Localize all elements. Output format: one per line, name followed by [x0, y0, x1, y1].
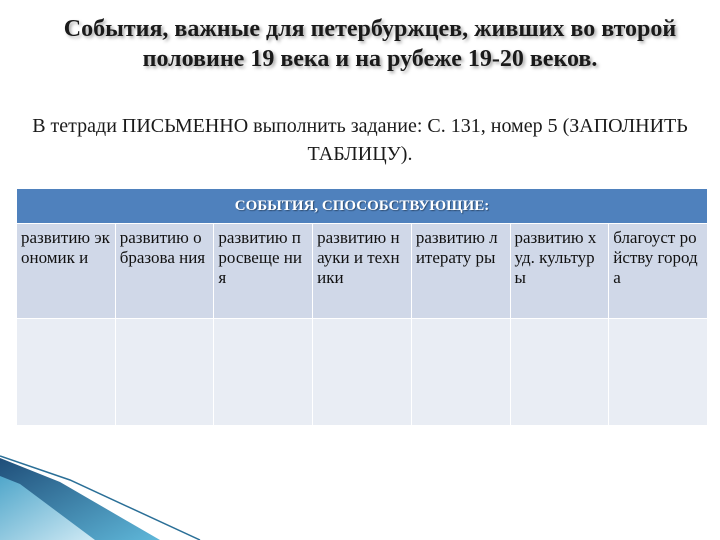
column-label: благоуст ройству города	[609, 224, 708, 319]
decorative-swoosh	[0, 440, 720, 540]
empty-cell	[510, 319, 609, 426]
empty-cell	[411, 319, 510, 426]
column-label: развитию худ. культуры	[510, 224, 609, 319]
column-label: развитию экономик и	[17, 224, 116, 319]
empty-cell	[313, 319, 412, 426]
column-label: развитию просвеще ния	[214, 224, 313, 319]
empty-cell	[214, 319, 313, 426]
events-table	[16, 188, 708, 426]
slide-title: События, важные для петербуржцев, живших во второй половине 19 века и на рубеже 19-20 веков.	[63, 16, 677, 72]
column-label: развитию науки и техники	[313, 224, 412, 319]
table-header: СОБЫТИЯ, СПОСОБСТВУЮЩИЕ:	[17, 189, 708, 224]
empty-cell	[115, 319, 214, 426]
task-text: В тетради ПИСЬМЕННО выполнить задание: С. 131, номер 5 (ЗАПОЛНИТЬ ТАБЛИЦУ).	[32, 115, 688, 165]
empty-cell	[609, 319, 708, 426]
table-row-labels	[17, 224, 708, 319]
column-label: развитию образова ния	[115, 224, 214, 319]
column-label: развитию литерату ры	[411, 224, 510, 319]
table-row-empty	[17, 319, 708, 426]
empty-cell	[17, 319, 116, 426]
